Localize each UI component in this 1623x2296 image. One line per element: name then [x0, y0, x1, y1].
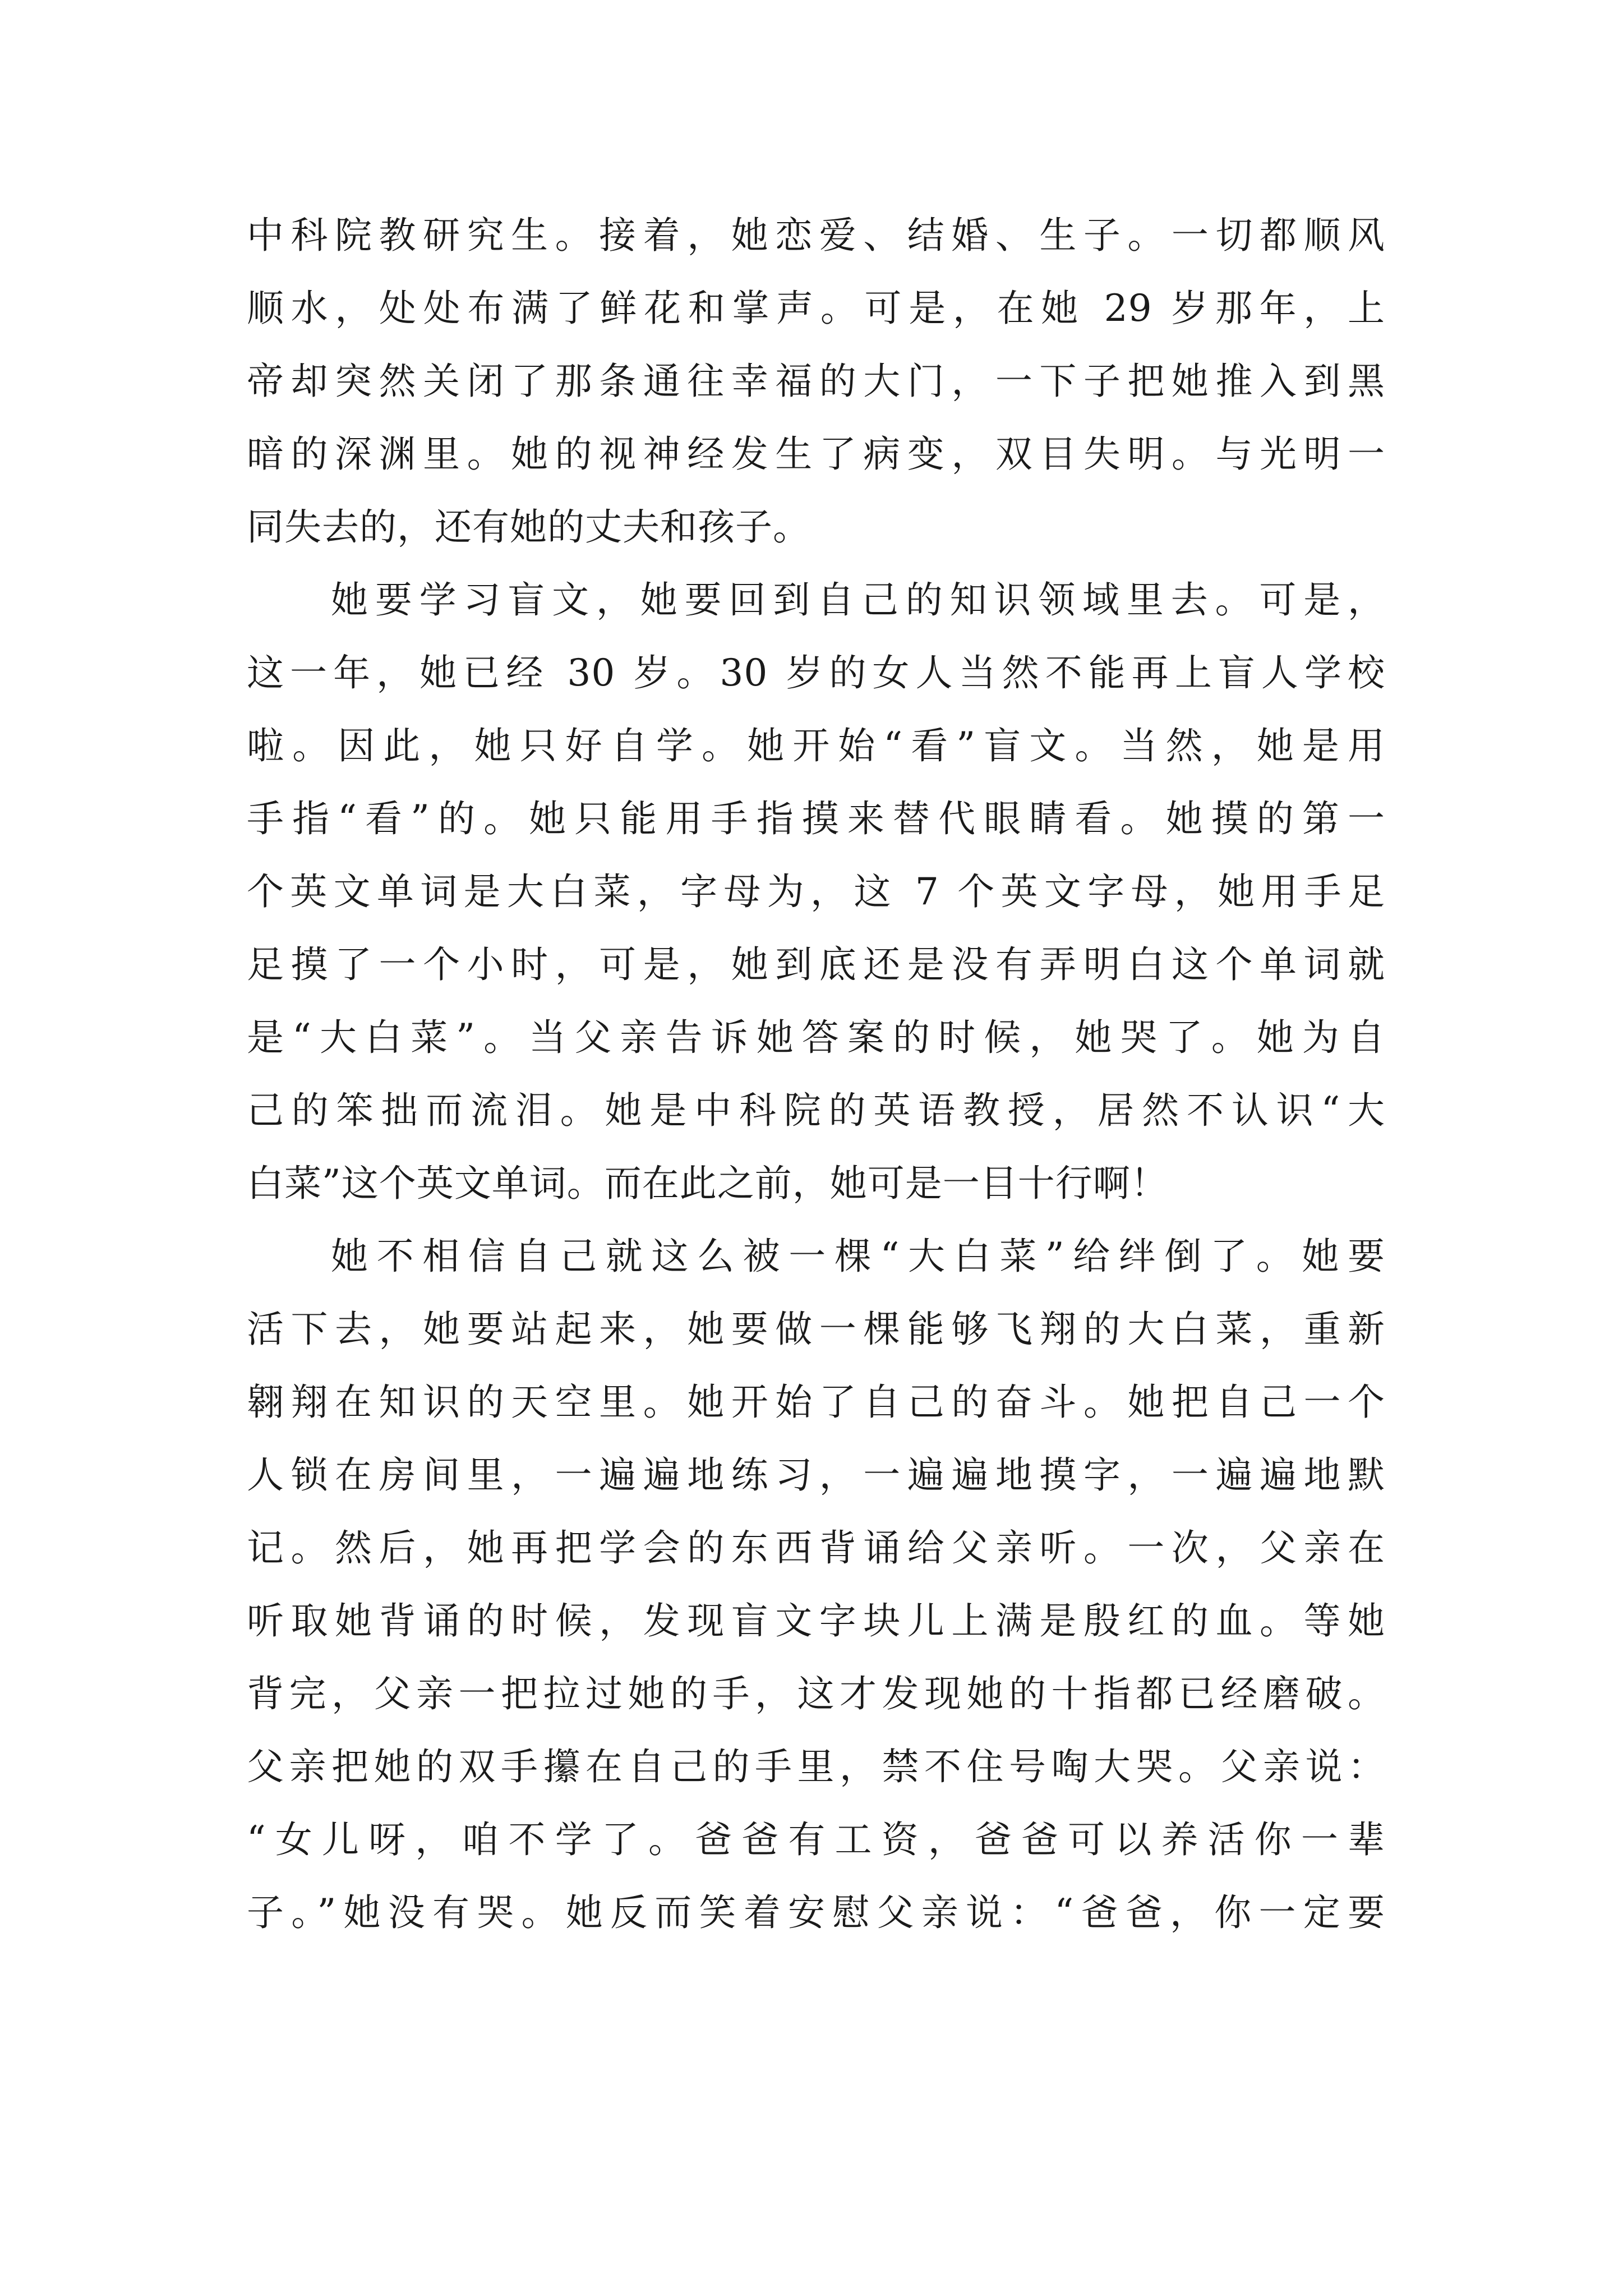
text-line: 足摸了一个小时，可是，她到底还是没有弄明白这个单词就	[247, 943, 1385, 986]
text-line: 啦。因此，她只好自学。她开始“看”盲文。当然，她是用	[247, 724, 1385, 767]
text-line: 是“大白菜”。当父亲告诉她答案的时候，她哭了。她为自	[247, 1016, 1385, 1059]
text-line: 己的笨拙而流泪。她是中科院的英语教授，居然不认识“大	[247, 1089, 1385, 1132]
paragraph-3	[247, 1220, 1385, 1949]
text-line: 中科院教研究生。接着，她恋爱、结婚、生子。一切都顺风	[247, 214, 1385, 257]
text-line: 手指“看”的。她只能用手指摸来替代眼睛看。她摸的第一	[247, 797, 1385, 840]
text-line: 听取她背诵的时候，发现盲文字块儿上满是殷红的血。等她	[247, 1599, 1385, 1642]
body-text	[247, 199, 1385, 1949]
text-line: 活下去，她要站起来，她要做一棵能够飞翔的大白菜，重新	[247, 1308, 1385, 1351]
paragraph-1	[247, 199, 1385, 564]
text-line: 个英文单词是大白菜，字母为，这 7 个英文字母，她用手足	[247, 870, 1385, 913]
text-line: 帝却突然关闭了那条通往幸福的大门，一下子把她推入到黑	[247, 360, 1385, 403]
text-line: 同失去的，还有她的丈夫和孩子。	[247, 505, 810, 549]
text-line: 背完，父亲一把拉过她的手，这才发现她的十指都已经磨破。	[247, 1672, 1385, 1715]
text-line: 顺水，处处布满了鲜花和掌声。可是，在她 29 岁那年，上	[247, 287, 1385, 330]
text-line: 白菜”这个英文单词。而在此之前，她可是一目十行啊！	[247, 1162, 1168, 1205]
paragraph-2	[247, 564, 1385, 1220]
text-line: 她要学习盲文，她要回到自己的知识领域里去。可是，	[331, 578, 1385, 622]
text-line: 翱翔在知识的天空里。她开始了自己的奋斗。她把自己一个	[247, 1381, 1385, 1424]
text-line: 暗的深渊里。她的视神经发生了病变，双目失明。与光明一	[247, 432, 1385, 476]
text-line: “女儿呀，咱不学了。爸爸有工资，爸爸可以养活你一辈	[247, 1818, 1385, 1861]
text-line: 人锁在房间里，一遍遍地练习，一遍遍地摸字，一遍遍地默	[247, 1453, 1385, 1497]
text-line: 这一年，她已经 30 岁。30 岁的女人当然不能再上盲人学校	[247, 651, 1385, 694]
text-line: 父亲把她的双手攥在自己的手里，禁不住号啕大哭。父亲说：	[247, 1745, 1385, 1788]
text-line: 子。”她没有哭。她反而笑着安慰父亲说：“爸爸，你一定要	[247, 1891, 1385, 1934]
text-line: 她不相信自己就这么被一棵“大白菜”给绊倒了。她要	[331, 1235, 1385, 1278]
text-line: 记。然后，她再把学会的东西背诵给父亲听。一次，父亲在	[247, 1526, 1385, 1570]
